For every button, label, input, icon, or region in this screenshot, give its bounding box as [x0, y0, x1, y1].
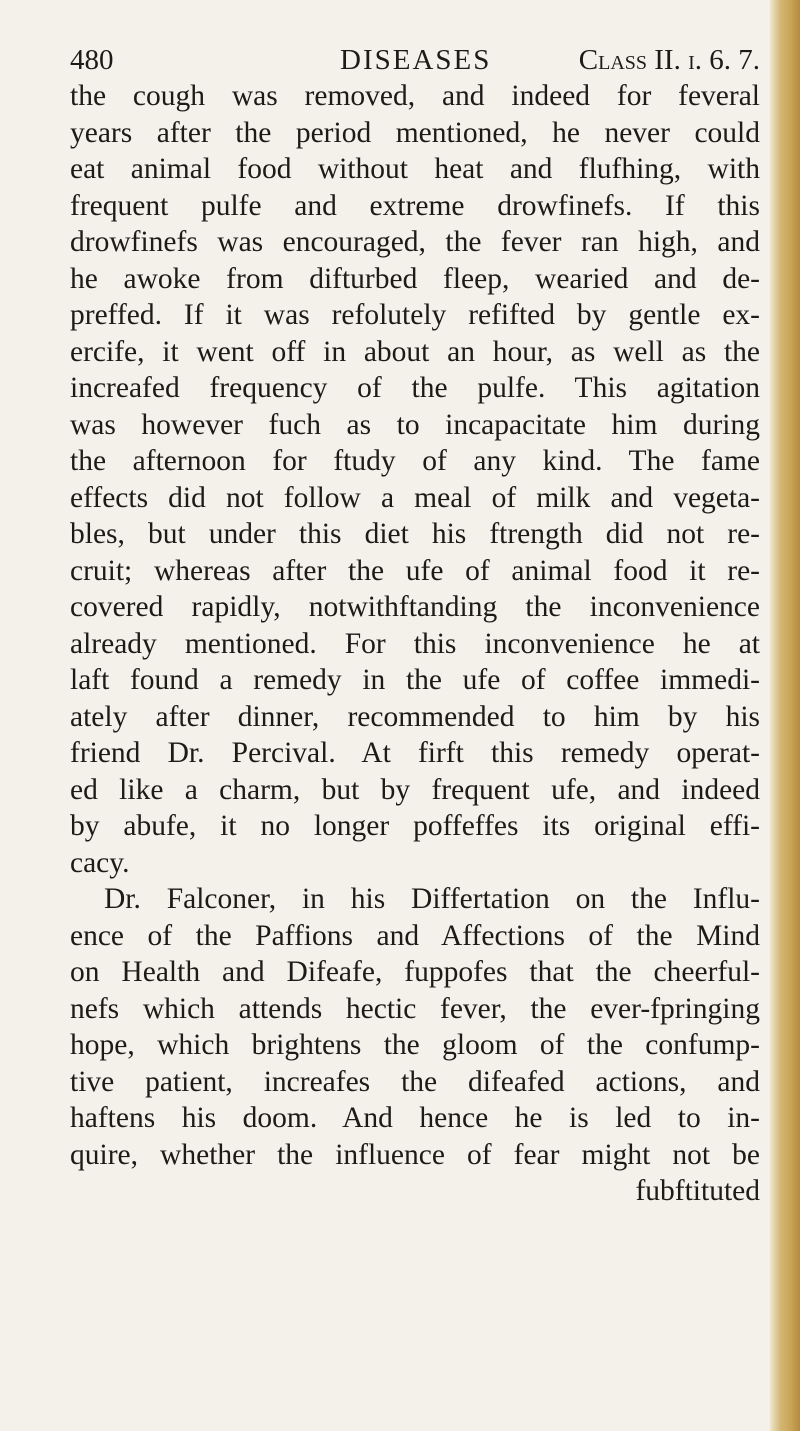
text-line: frequent pulfe and extreme drowfinefs. If this [70, 189, 760, 222]
text-line: increafed frequency of the pulfe. This agitation [70, 372, 760, 404]
text-line: effects did not follow a meal of milk and vegeta- [70, 481, 760, 514]
text-line: ately after dinner, recommended to him by his [70, 700, 760, 733]
catchword: fubftituted [635, 1175, 760, 1207]
text-line: haftens his doom. And hence he is led to in- [70, 1102, 760, 1134]
class-label: Class II. i. 6. 7. [578, 44, 760, 76]
text-line: by abufe, it no longer poffeffes its original effi- [70, 810, 760, 842]
text-line: was however fuch as to incapacitate him during [70, 408, 760, 441]
body-text [70, 78, 760, 1210]
text-line: hope, which brightens the gloom of the confump- [70, 1029, 760, 1061]
text-line: tive patient, increafes the difeafed actions, and [70, 1065, 760, 1098]
text-line: eat animal food without heat and flufhing, with [70, 153, 760, 185]
running-title: DISEASES [340, 44, 492, 76]
text-line: laft found a remedy in the ufe of coffee immedi- [70, 664, 760, 696]
text-line: friend Dr. Percival. At firft this remedy operat- [70, 737, 760, 769]
text-line: the cough was removed, and indeed for feveral [70, 80, 760, 112]
text-line: bles, but under this diet his ftrength did not re- [70, 518, 760, 550]
page-number: 480 [70, 44, 114, 76]
text-line: years after the period mentioned, he never could [70, 116, 760, 149]
page-edge [770, 0, 800, 1431]
text-line: the afternoon for ftudy of any kind. The fame [70, 445, 760, 477]
text-line: on Health and Difeafe, fuppofes that the cheerful- [70, 956, 760, 988]
text-line: nefs which attends hectic fever, the ever-fpringing [70, 992, 760, 1025]
text-line: ed like a charm, but by frequent ufe, and indeed [70, 773, 760, 806]
text-line: cacy. [70, 846, 130, 879]
text-line: drowfinefs was encouraged, the fever ran high, and [70, 226, 760, 258]
text-line: preffed. If it was refolutely refifted by gentle ex- [70, 299, 760, 331]
text-line: already mentioned. For this inconvenience he at [70, 627, 760, 660]
text-line: ence of the Paffions and Affections of the Mind [70, 919, 760, 952]
text-line: cruit; whereas after the ufe of animal food it re- [70, 554, 760, 587]
text-line: he awoke from difturbed fleep, wearied and de- [70, 262, 760, 295]
text-line: covered rapidly, notwithftanding the inconvenience [70, 591, 760, 623]
text-line: ercife, it went off in about an hour, as well as the [70, 335, 760, 368]
text-line: quire, whether the influence of fear might not be [70, 1138, 760, 1171]
text-line: Dr. Falconer, in his Differtation on the Influ- [104, 883, 760, 915]
